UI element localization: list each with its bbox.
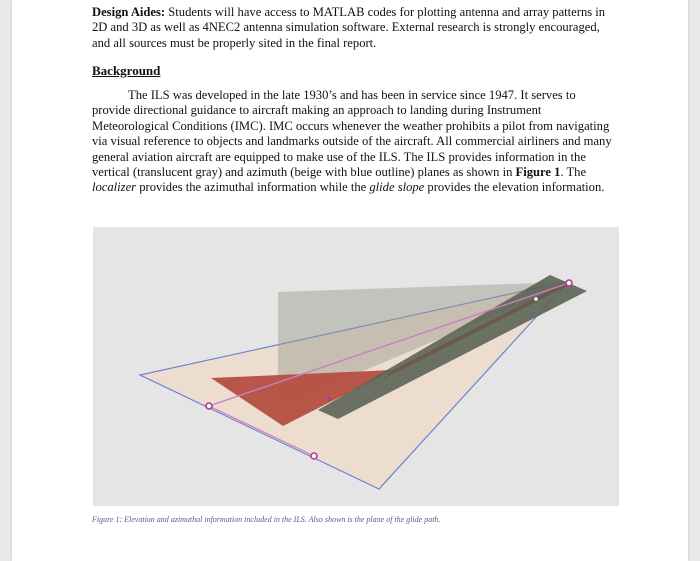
background-paragraph [92, 88, 617, 196]
figure-caption: Figure 1: Elevation and azimuthal information included in the ILS. Also shown is the plane of the glide path. [92, 515, 441, 524]
ils-diagram [93, 227, 619, 506]
background-heading: Background [92, 63, 161, 78]
glide-slope-term: glide slope [369, 180, 425, 195]
design-aides-paragraph [92, 5, 617, 51]
glide-start-marker [206, 403, 212, 409]
background-text-2: . The [560, 165, 587, 180]
background-text-4: provides the elevation information. [424, 180, 605, 195]
background-text-3: provides the azimuthal information while the [136, 180, 370, 195]
figure-reference: Figure 1 [515, 165, 561, 180]
document-page [12, 0, 688, 561]
background-text-1: The ILS was developed in the late 1930’s and has been in service since 1947. It serves to provide directional guidance to aircraft making an approach to landing during Instrument Meteorological Conditions (IMC). IMC occurs whenever the weather prohibits a pilot from navigating via visual reference to objects and landmarks outside of the aircraft. All commercial airliners and many general aviation aircraft are equipped to make use of the ILS. The ILS provides information in the vertical (translucent gray) and azimuth (beige with blue outline) planes as shown in [92, 88, 612, 180]
mid-marker [327, 397, 331, 401]
ground-marker [311, 453, 317, 459]
localizer-term: localizer [92, 180, 137, 195]
touchdown-marker [534, 297, 538, 301]
design-aides-text: Students will have access to MATLAB codes for plotting antenna and array patterns in 2D and 3D as well as 4NEC2 antenna simulation software. External research is strongly encouraged, and all sources must be properly sited in the final report. [92, 5, 606, 50]
design-aides-label: Design Aides: [92, 5, 166, 19]
apex-marker [566, 280, 572, 286]
ils-figure [93, 227, 619, 506]
